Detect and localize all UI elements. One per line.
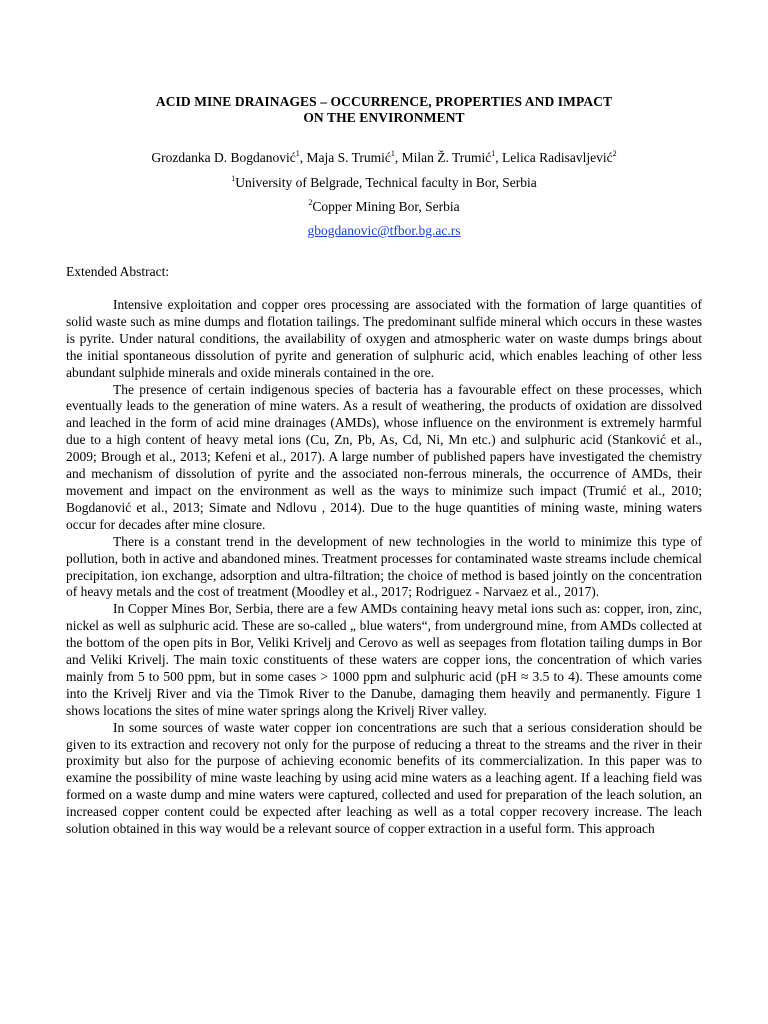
- email-link[interactable]: gbogdanovic@tfbor.bg.ac.rs: [307, 223, 461, 238]
- affiliation-2: [66, 199, 702, 215]
- author-separator: ,: [394, 150, 402, 165]
- abstract-paragraph: The presence of certain indigenous species of bacteria has a favourable effect on these processes, which eventually leads to the generation of mine waters. As a result of weathering, the products of oxidation are dissolved and leached in the form of acid mine drainages (AMDs), whose influence on the environment is extremely harmful due to a high content of heavy metal ions (Cu, Zn, Pb, As, Cd, Ni, Mn etc.) and sulphuric acid (Stanković et al., 2009; Brough et al., 2013; Kefeni et al., 2017). A large number of published papers have investigated the chemistry and mechanism of dissolution of pyrite and the associated non-ferrous minerals, the occurrence of AMDs, their movement and impact on the environment as well as the ways to minimize such impact (Trumić et al., 2010; Bogdanović et al., 2013; Simate and Ndlovu , 2014). Due to the huge quantities of mining waste, mining waters occur for decades after mine closure.: [66, 381, 702, 532]
- affiliation-1: [66, 175, 702, 191]
- abstract-paragraph: In some sources of waste water copper ion concentrations are such that a serious consideration should be given to its extraction and recovery not only for the purpose of reducing a threat to the streams and the river in their proximity but also for the purpose of achieving economic benefits of its commercialization. In this paper was to examine the possibility of mine waste leaching by using acid mine waters as a leaching agent. If a leaching field was formed on a waste dump and mine waters were captured, collected and used for preparation of the leach solution, an increased copper content could be expected after leaching as well as a total copper recovery increase. The leach solution obtained in this way would be a relevant source of copper extraction in a useful form. This approach: [66, 719, 702, 837]
- paper-title: [66, 94, 702, 126]
- author-name: Lelica Radisavljević: [502, 150, 613, 165]
- author-name: Maja S. Trumić: [306, 150, 391, 165]
- abstract-paragraph: There is a constant trend in the development of new technologies in the world to minimize this type of pollution, both in active and abandoned mines. Treatment processes for contaminated waste streams include chemical precipitation, ion exchange, adsorption and ultra-filtration; the choice of method is based jointly on the concentration of heavy metals and the cost of treatment (Moodley et al., 2017; Rodriguez - Narvaez et al., 2017).: [66, 533, 702, 600]
- abstract-paragraph: Intensive exploitation and copper ores processing are associated with the formation of large quantities of solid waste such as mine dumps and flotation tailings. The predominant sulfide mineral which occurs in these wastes is pyrite. Under natural conditions, the availability of oxygen and atmospheric water on waste dumps brings about the initial spontaneous dissolution of pyrite and generation of sulphuric acid, which enables leaching of other less abundant sulphide minerals and oxide minerals contained in the ore.: [66, 297, 702, 380]
- author-name: Grozdanka D. Bogdanović: [151, 150, 296, 165]
- author-list: [66, 150, 702, 166]
- author-affiliation-mark: 1: [295, 148, 300, 158]
- affiliation-mark: 1: [231, 173, 236, 183]
- affiliation-text: Copper Mining Bor, Serbia: [312, 199, 460, 214]
- affiliation-mark: 2: [308, 197, 313, 207]
- author-name: Milan Ž. Trumić: [401, 150, 492, 165]
- author-separator: ,: [299, 150, 307, 165]
- author-affiliation-mark: 1: [390, 148, 395, 158]
- abstract-body: [66, 297, 702, 838]
- section-label: Extended Abstract:: [66, 264, 170, 279]
- paper-title-line-1: ACID MINE DRAINAGES – OCCURRENCE, PROPERTIES AND IMPACT: [155, 94, 613, 109]
- author-affiliation-mark: 2: [612, 148, 617, 158]
- abstract-paragraph: In Copper Mines Bor, Serbia, there are a few AMDs containing heavy metal ions such as: copper, iron, zinc, nickel as well as sulphuric acid. These are so-called „ blue waters“, from underground mine, from AMDs collected at the bottom of the open pits in Bor, Veliki Krivelj and Cerovo as well as seepages from flotation tailing dumps in Bor and Veliki Krivelj. The main toxic constituents of these waters are copper ions, the concentration of which varies mainly from 5 to 500 ppm, but in some cases > 1000 ppm and sulphuric acid (pH ≈ 3.5 to 4). These amounts come into the Krivelj River and via the Timok River to the Danube, damaging them heavily and permanently. Figure 1 shows locations the sites of mine water springs along the Krivelj River valley.: [66, 601, 702, 718]
- contact-email: [66, 223, 702, 239]
- paper-title-line-2: ON THE ENVIRONMENT: [303, 110, 465, 125]
- affiliation-text: University of Belgrade, Technical faculty in Bor, Serbia: [235, 175, 537, 190]
- author-affiliation-mark: 1: [491, 148, 496, 158]
- author-separator: ,: [495, 150, 503, 165]
